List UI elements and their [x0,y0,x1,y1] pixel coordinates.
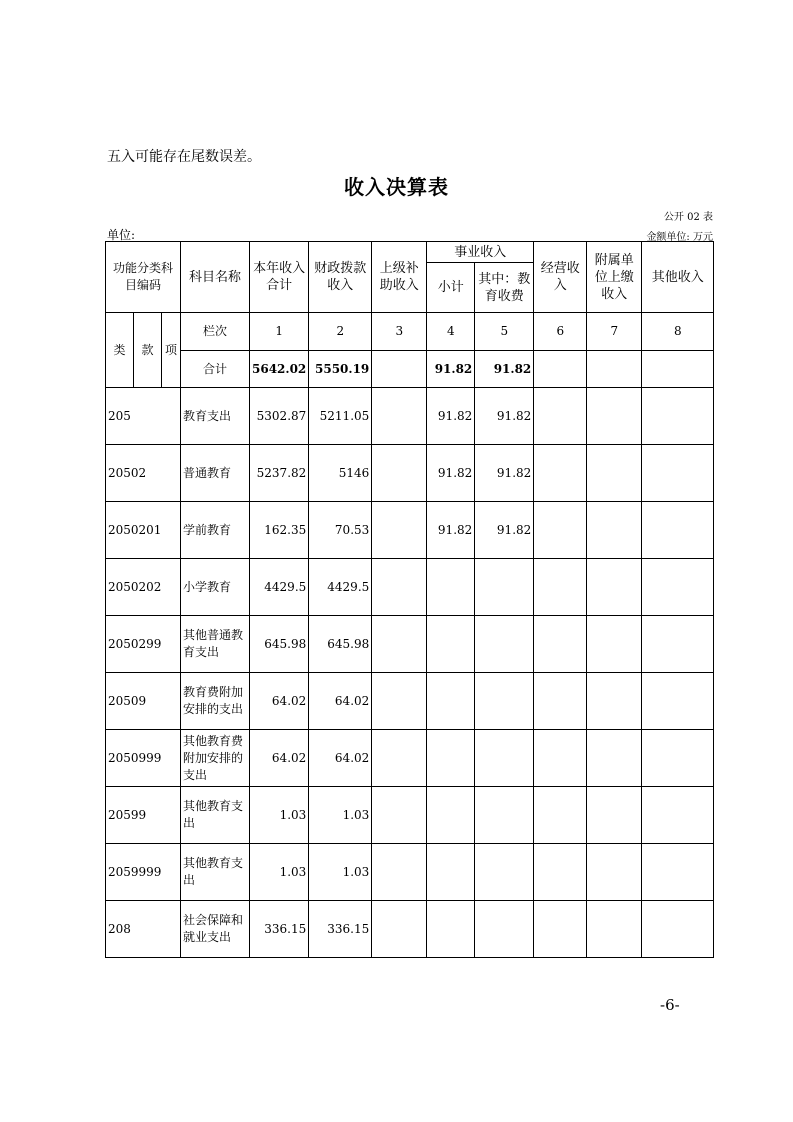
amount-cell: 64.02 [250,730,309,787]
amount-cell [587,844,642,901]
amount-cell [642,559,714,616]
amount-cell: 645.98 [250,616,309,673]
amount-cell [475,787,534,844]
subject-name-cell: 教育费附加安排的支出 [181,673,250,730]
header-superior-subsidy: 上级补助收入 [372,242,427,313]
header-operating: 经营收入 [534,242,587,313]
total-label: 合计 [181,351,250,388]
amount-cell [372,388,427,445]
table-row [106,673,714,730]
amount-cell [534,388,587,445]
amount-cell [427,730,475,787]
amount-cell [642,901,714,958]
amount-cell: 91.82 [427,445,475,502]
table-row [106,616,714,673]
amount-cell [534,502,587,559]
header-other: 其他收入 [642,242,714,313]
total-cell [642,351,714,388]
amount-cell [587,502,642,559]
amount-cell [372,787,427,844]
table-row [106,901,714,958]
amount-cell [427,844,475,901]
amount-cell [427,901,475,958]
unit-label: 单位: [107,228,136,242]
func-code-cell: 20509 [106,673,181,730]
table-row [106,388,714,445]
amount-cell [587,787,642,844]
col-number: 8 [642,313,714,351]
header-subtotal: 小计 [427,263,475,313]
amount-cell [642,787,714,844]
table-row [106,445,714,502]
amount-cell [372,616,427,673]
header-affiliated: 附属单位上缴收入 [587,242,642,313]
func-code-cell: 2050201 [106,502,181,559]
amount-cell [475,844,534,901]
header-fiscal: 财政拨款收入 [309,242,372,313]
col-number: 4 [427,313,475,351]
amount-unit-label: 金额单位: 万元 [646,232,713,243]
subject-name-cell: 学前教育 [181,502,250,559]
amount-cell [642,502,714,559]
total-cell [534,351,587,388]
amount-cell [534,901,587,958]
col-number: 2 [309,313,372,351]
func-code-cell: 2050299 [106,616,181,673]
amount-cell [534,730,587,787]
amount-cell [642,616,714,673]
subject-name-cell: 其他教育支出 [181,844,250,901]
amount-cell: 91.82 [475,445,534,502]
amount-cell [372,901,427,958]
amount-cell [534,445,587,502]
amount-cell: 162.35 [250,502,309,559]
amount-cell [534,616,587,673]
total-cell: 5642.02 [250,351,309,388]
amount-cell [427,559,475,616]
amount-cell [642,388,714,445]
subject-name-cell: 其他普通教育支出 [181,616,250,673]
col-number: 3 [372,313,427,351]
header-education-fee: 其中：教育收费 [475,263,534,313]
total-row [106,351,714,388]
header-lei: 类 [106,313,134,388]
income-table [105,241,714,958]
amount-cell: 64.02 [309,673,372,730]
amount-cell [475,616,534,673]
amount-cell: 1.03 [309,844,372,901]
amount-cell [587,616,642,673]
header-business-income: 事业收入 [427,242,534,263]
header-subject-name: 科目名称 [181,242,250,313]
func-code-cell: 2059999 [106,844,181,901]
table-row [106,559,714,616]
subject-name-cell: 教育支出 [181,388,250,445]
amount-cell [642,445,714,502]
col-number: 1 [250,313,309,351]
total-cell: 91.82 [475,351,534,388]
subject-name-cell: 小学教育 [181,559,250,616]
amount-cell [372,502,427,559]
amount-cell [475,559,534,616]
table-row [106,730,714,787]
amount-cell: 5237.82 [250,445,309,502]
amount-cell: 64.02 [250,673,309,730]
amount-cell: 645.98 [309,616,372,673]
subject-name-cell: 普通教育 [181,445,250,502]
amount-cell [372,445,427,502]
amount-cell [475,673,534,730]
amount-cell [587,559,642,616]
amount-cell [587,445,642,502]
amount-cell: 64.02 [309,730,372,787]
amount-cell: 91.82 [475,388,534,445]
amount-cell [372,673,427,730]
amount-cell: 1.03 [250,787,309,844]
table-code: 公开 02 表 [663,212,713,223]
footnote-text: 五入可能存在尾数误差。 [107,149,261,165]
amount-cell [534,673,587,730]
total-cell [587,351,642,388]
amount-cell [587,730,642,787]
amount-cell [427,787,475,844]
func-code-cell: 20502 [106,445,181,502]
amount-cell [534,844,587,901]
func-code-cell: 205 [106,388,181,445]
col-number: 5 [475,313,534,351]
amount-cell: 1.03 [250,844,309,901]
table-row [106,844,714,901]
func-code-cell: 20599 [106,787,181,844]
amount-cell [475,730,534,787]
amount-cell [587,673,642,730]
header-kuan: 款 [134,313,162,388]
total-cell: 5550.19 [309,351,372,388]
header-xiang: 项 [162,313,181,388]
data-rows [106,388,714,958]
func-code-cell: 208 [106,901,181,958]
table-row [106,787,714,844]
amount-cell: 4429.5 [250,559,309,616]
amount-cell [534,559,587,616]
subject-name-cell: 其他教育支出 [181,787,250,844]
page-number: -6- [660,996,680,1014]
amount-cell [642,844,714,901]
header-lanci: 栏次 [181,313,250,351]
amount-cell: 5211.05 [309,388,372,445]
amount-cell: 5146 [309,445,372,502]
amount-cell: 1.03 [309,787,372,844]
subject-name-cell: 社会保障和就业支出 [181,901,250,958]
page-title: 收入决算表 [344,175,449,199]
amount-cell [534,787,587,844]
amount-cell [372,559,427,616]
subject-name-cell: 其他教育费附加安排的支出 [181,730,250,787]
col-number: 7 [587,313,642,351]
amount-cell: 91.82 [427,388,475,445]
amount-cell [372,844,427,901]
amount-cell: 336.15 [250,901,309,958]
amount-cell: 336.15 [309,901,372,958]
amount-cell: 91.82 [427,502,475,559]
func-code-cell: 2050999 [106,730,181,787]
amount-cell [642,730,714,787]
header-func-code: 功能分类科目编码 [106,242,181,313]
amount-cell [642,673,714,730]
amount-cell: 4429.5 [309,559,372,616]
amount-cell [587,901,642,958]
amount-cell [427,616,475,673]
amount-cell: 70.53 [309,502,372,559]
total-cell: 91.82 [427,351,475,388]
amount-cell [587,388,642,445]
amount-cell [427,673,475,730]
func-code-cell: 2050202 [106,559,181,616]
amount-cell: 91.82 [475,502,534,559]
total-cell [372,351,427,388]
col-number: 6 [534,313,587,351]
table-row [106,502,714,559]
amount-cell [475,901,534,958]
header-total-income: 本年收入合计 [250,242,309,313]
amount-cell [372,730,427,787]
amount-cell: 5302.87 [250,388,309,445]
